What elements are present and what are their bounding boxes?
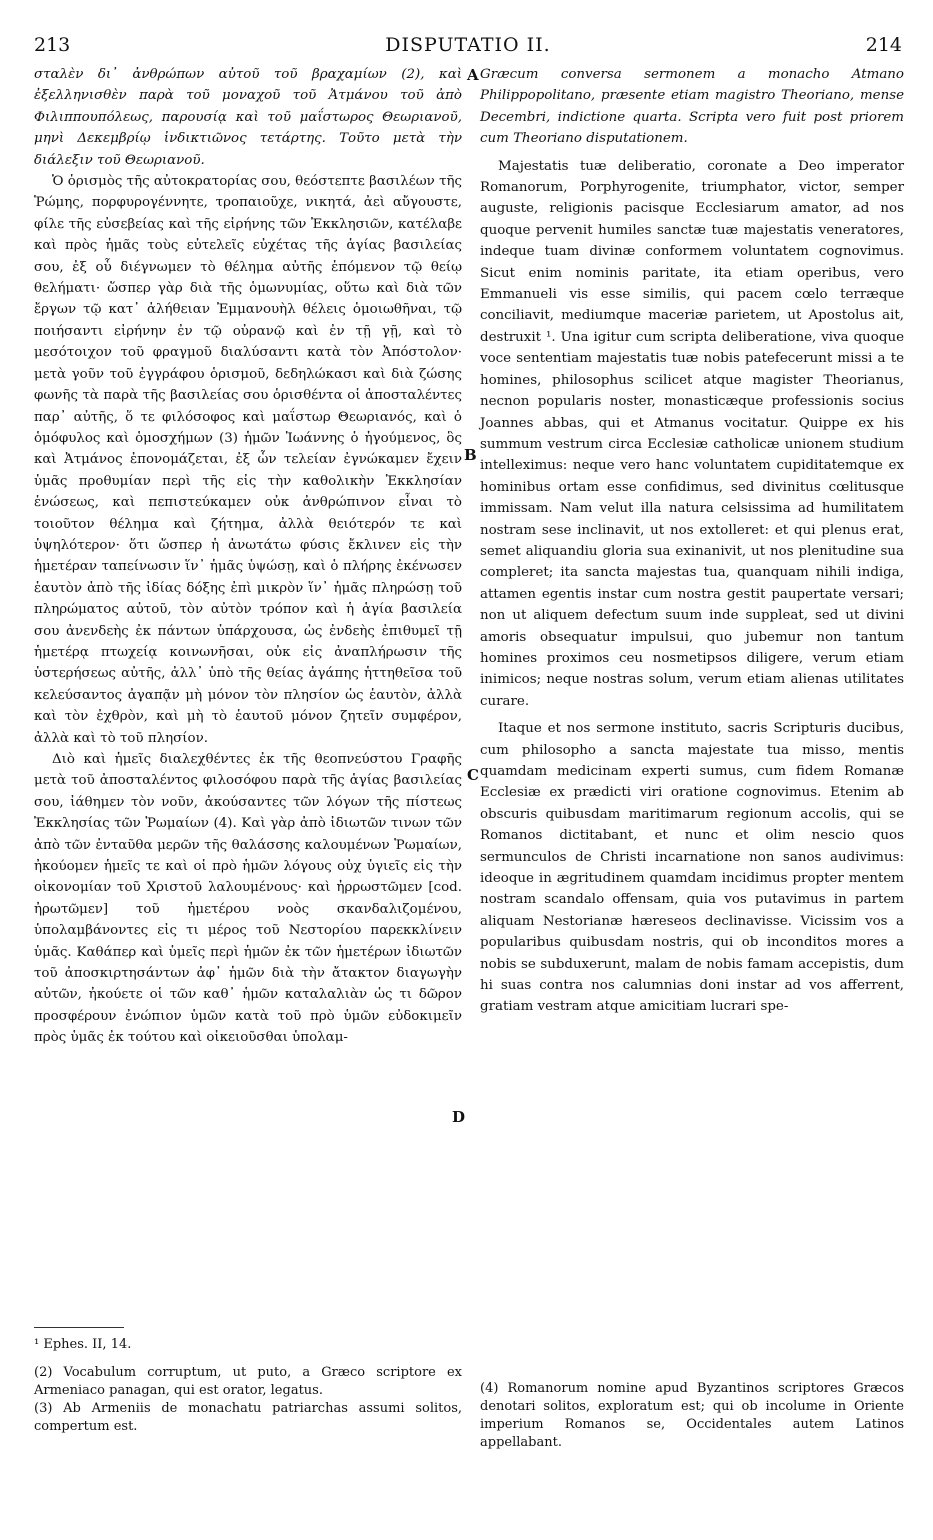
latin-paragraph-1: Majestatis tuæ deliberatio, coronate a Deo imperator Romanorum, Porphyrogenite, triumphator, victor, semper auguste, religionis pacisque Ecclesiarum amator, ad nos quoque pervenit humiles sanctæ tuæ majestatis veneratores, indeque tuam divinæ conformem voluntatem cognovimus. Sicut enim nominis paritate, ita etiam operibus, vero Emmanueli vis esse similis, qui pacem cœlo terræque conciliavit, mediumque maceriæ parietem, ut Apostolus ait, destruxit ¹. Una igitur cum scripta deliberatione, viva quoque voce sententiam majestatis tuæ nobis patefecerunt missi a te homines, philosophus scilicet atque magister Theorianus, necnon popularis noster, monasticæque professionis socius Joannes abbas, qui et Atmanus vocitatur. Quippe ex his summum vestrum circa Ecclesiæ catholicæ unionem studium intelleximus: neque vero hanc voluntatem cupiditatemque ex hominibus ortam esse confidimus, sed divinitus cœlitusque immissam. Nam velut illa natura celsissima ad humilitatem nostram sese inclinavit, ut nos extolleret: et qui plenus erat, semet aliquandiu gloria sua exinanivit, ut nos plenitudine sua compleret; ita sancta majestas tua, quanquam nihili indiga, attamen egentis instar cum nostra gestit paupertate versari; non ut aliquem defectum suum inde suppleat, sed ut divini amoris obsequatur impulsui, quo jubemur non tantum homines proximos ceu nosmetipsos diligere, verum etiam inimicos; neque nostras solum, verum etiam alienas utilitates curare.: [480, 158, 904, 709]
running-header: [34, 34, 902, 60]
footnotes-right: [480, 1380, 904, 1452]
scripture-footnote: ¹ Ephes. II, 14.: [34, 1337, 132, 1352]
margin-marker-c: C: [467, 766, 479, 784]
footnotes-left: [34, 1336, 462, 1436]
greek-column: [34, 64, 462, 1049]
greek-paragraph-2: Διὸ καὶ ἡμεῖς διαλεχθέντες ἐκ τῆς θεοπνεύστου Γραφῆς μετὰ τοῦ ἀποσταλέντος φιλοσόφου παρὰ τῆς ἁγίας βασιλείας σου, ἰάθημεν τὸν νοῦν, ἀκούσαντες τῶν λόγων τῆς πίστεως Ἐκκλησίας τῶν Ῥωμαίων (4). Καὶ γὰρ ἀπὸ ἰδιωτῶν τινων τῶν ἀπὸ τῶν ἐνταῦθα μερῶν τῆς θαλάσσης καλουμένων Ῥωμαίων, ἠκούομεν ἡμεῖς τε καὶ οἱ πρὸ ἡμῶν λόγους οὐχ ὑγιεῖς εἰς τὴν οἰκονομίαν τοῦ Χριστοῦ λαλουμένους· καὶ ἠρρωστῶμεν [cod. ἠρωτῶμεν] τοῦ ἡμετέρου νοὸς σκανδαλιζομένου, ὑπολαμβάνοντες εἰς τι μέρος τοῦ Νεστορίου παρεκκλίνειν ὑμᾶς. Καθάπερ καὶ ὑμεῖς περὶ ἡμῶν ἐκ τῶν ἡμετέρων ἰδιωτῶν τοῦ ἀποσκιρτησάντων ἀφ᾽ ἡμῶν διὰ τὴν ἄτακτον διαγωγὴν αὐτῶν, ἠκούετε οἱ τῶν καθ᾽ ἡμῶν καταλαλιὰν ὡς τι δῶρον προσφέρουν ἐνώπιον ὑμῶν κατὰ τοῦ πρὸ ὑμῶν εὐδοκιμεῖν πρὸς ὑμᾶς ἐκ τούτου καὶ οἰκειοῦσθαι ὑπολαμ-: [34, 752, 462, 1046]
page-number-right: 214: [865, 34, 902, 56]
latin-intro: Græcum conversa sermonem a monacho Atmano Philippopolitano, præsente etiam magistro Theoriano, mense Decembri, indictione quarta. Scripta vero fuit post priorem cum Theoriano disputationem.: [480, 67, 904, 147]
footnote-4: (4) Romanorum nomine apud Byzantinos scriptores Græcos denotari solitos, exploratum est; qui ob incolume in Oriente imperium Romanos se, Occidentales autem Latinos appellabant.: [480, 1381, 904, 1450]
latin-column: [480, 64, 904, 1018]
page-number-left: 213: [34, 34, 71, 56]
footnote-rule: [34, 1327, 124, 1328]
margin-marker-b: B: [464, 446, 477, 464]
greek-intro: σταλὲν δι᾽ ἀνθρώπων αὐτοῦ τοῦ βραχαμίων (2), καὶ ἐξελληνισθὲν παρὰ τοῦ μοναχοῦ τοῦ Ἀτμάνου τοῦ ἀπὸ Φιλιππουπόλεως, παρουσίᾳ καὶ τοῦ μαΐστωρος Θεωριανοῦ, μηνὶ Δεκεμβρίῳ ἰνδικτιῶνος τετάρτης. Τοῦτο μετὰ τὴν διάλεξιν τοῦ Θεωριανοῦ.: [34, 67, 462, 168]
margin-marker-d: D: [452, 1108, 466, 1126]
latin-paragraph-2: Itaque et nos sermone instituto, sacris Scripturis ducibus, cum philosopho a sancta majestate tua misso, mentis quamdam medicinam experti sumus, cum fidem Romanæ Ecclesiæ ex prædicti viri oratione cognovimus. Etenim ab obscuris quibusdam maritimarum regionum accolis, qui se Romanos dictitabant, et nunc et olim nescio quos sermunculos de Christi incarnatione non sanos audivimus: ideoque in ægritudinem quamdam incidimus propter mentem nostram scandalo offensam, quia vos putavimus in partem aliquam Nestorianæ hæreseos declinavisse. Vicissim vos a popularibus quibusdam nostris, qui ob inconditos mores a nobis se subduxerunt, malam de nobis famam accepistis, dum hi suas contra nos calumnias doni instar ad vos afferrent, gratiam vestram atque amicitiam lucrari spe-: [480, 721, 904, 1015]
footnote-2: (2) Vocabulum corruptum, ut puto, a Græco scriptore ex Armeniaco panagan, qui est orator, legatus.: [34, 1365, 462, 1398]
margin-marker-a: A: [467, 66, 479, 84]
running-title: DISPUTATIO II.: [385, 34, 551, 56]
greek-paragraph-1: Ὁ ὁρισμὸς τῆς αὐτοκρατορίας σου, θεόστεπτε βασιλέων τῆς Ῥώμης, πορφυρογέννητε, τροπαιοῦχε, νικητά, ἀεὶ αὔγουστε, φίλε τῆς εὐσεβείας καὶ τῆς εἰρήνης τῶν Ἐκκλησιῶν, κατέλαβε καὶ πρὸς ἡμᾶς τοὺς εὐτελεῖς εὐχέτας τῆς ἁγίας βασιλείας σου, ἐξ οὗ διέγνωμεν τὸ θέλημα αὐτῆς ἑπόμενον τῷ θείῳ θελήματι· ὥσπερ γὰρ διὰ τῆς ὁμωνυμίας, οὕτω καὶ διὰ τῶν ἔργων τῷ κατ᾽ ἀλήθειαν Ἐμμανουὴλ θέλεις ὁμοιωθῆναι, τῷ ποιήσαντι εἰρήνην ἐν τῷ οὐρανῷ καὶ ἐν τῇ γῇ, καὶ τὸ μεσότοιχον τοῦ φραγμοῦ διαλύσαντι κατὰ τὸν Ἀπόστολον· μετὰ γοῦν τοῦ ἐγγράφου ὁρισμοῦ, δεδηλώκασι καὶ διὰ ζώσης φωνῆς τὰ παρὰ τῆς βασιλείας σου ὁρισθέντα οἱ ἀποσταλέντες παρ᾽ αὐτῆς, ὅ τε φιλόσοφος καὶ μαΐστωρ Θεωριανός, καὶ ὁ ὁμόφυλος καὶ ὁμοσχήμων (3) ἡμῶν Ἰωάννης ὁ ἡγούμενος, ὃς καὶ Ἀτμάνος ἐπονομάζεται, ἐξ ὧν τελείαν ἐγνώκαμεν ἔχειν ὑμᾶς προθυμίαν περὶ τῆς εἰς τὴν καθολικὴν Ἐκκλησίαν ἑνώσεως, καὶ πεπιστεύκαμεν οὐκ ἀνθρώπινον εἶναι τὸ τοιοῦτον θέλημα καὶ ζήτημα, ἀλλὰ θειότερόν τε καὶ ὑψηλότερον· ὅτι ὥσπερ ἡ ἀνωτάτω φύσις ἔκλινεν εἰς τὴν ἡμετέραν ταπείνωσιν ἵν᾽ ἡμᾶς ὑψώσῃ, καὶ ὁ πλήρης ἐκένωσεν ἑαυτὸν ἀπὸ τῆς ἰδίας δόξης ἐπὶ μικρὸν ἵν᾽ ἡμᾶς πληρώσῃ τοῦ πληρώματος αὐτοῦ, τὸν αὐτὸν τρόπον καὶ ἡ ἁγία βασιλεία σου ἀνενδεὴς ἐκ πάντων ὑπάρχουσα, ὡς ἐνδεὴς ἐπιθυμεῖ τῇ ἡμετέρᾳ πτωχείᾳ κοινωνῆσαι, οὐκ εἰς ἀναπλήρωσιν τῆς ὑστερήσεως αὐτῆς, ἀλλ᾽ ὑπὸ τῆς θείας ἀγάπης ἡττηθεῖσα τοῦ κελεύσαντος ἀγαπᾷν μὴ μόνον τὸν πλησίον ὡς ἑαυτὸν, ἀλλὰ καὶ τὸν ἐχθρὸν, καὶ μὴ τὸ ἑαυτοῦ μόνον ζητεῖν συμφέρον, ἀλλὰ καὶ τὸ τοῦ πλησίον.: [34, 174, 462, 746]
footnote-3: (3) Ab Armeniis de monachatu patriarchas assumi solitos, compertum est.: [34, 1401, 462, 1434]
